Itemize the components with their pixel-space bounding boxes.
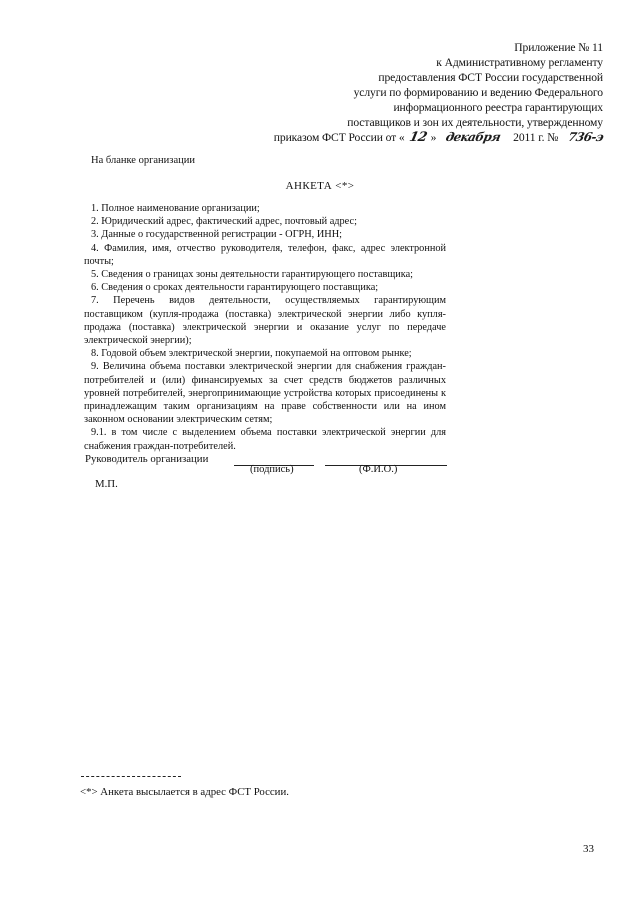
list-item: 8. Годовой объем электрической энергии, покупаемой на оптовом рынке; <box>91 348 412 360</box>
footnote: <*> Анкета высылается в адрес ФСТ России. <box>80 786 289 798</box>
questionnaire-items <box>84 202 446 453</box>
order-day-handwritten: 12 <box>407 130 428 145</box>
name-caption: (Ф.И.О.) <box>359 464 398 475</box>
order-number-handwritten: 736-э <box>566 130 605 144</box>
appendix-line: к Административному регламенту <box>436 56 603 69</box>
list-item: 5. Сведения о границах зоны деятельности гарантирующего поставщика; <box>91 269 414 281</box>
letterhead-note: На бланке организации <box>91 155 195 166</box>
appendix-header <box>274 40 603 145</box>
appendix-line: предоставления ФСТ России государственной <box>378 71 603 84</box>
signatory-label: Руководитель организации <box>85 453 209 465</box>
order-prefix: приказом ФСТ России от « <box>273 131 405 144</box>
order-reference <box>274 130 603 145</box>
form-title: АНКЕТА <*> <box>285 180 355 192</box>
order-year: 2011 г. № <box>510 131 561 144</box>
appendix-line: информационного реестра гарантирующих <box>393 101 603 114</box>
order-quote-close: » <box>430 131 437 144</box>
list-item: 9.1. в том числе с выделением объема поставки электрической энергии для снабжения граждан-потребителей. <box>84 427 446 452</box>
appendix-line: Приложение № 11 <box>514 41 603 54</box>
signature-caption: (подпись) <box>250 464 294 475</box>
seal-placeholder: М.П. <box>95 478 118 490</box>
list-item: 7. Перечень видов деятельности, осуществляемых гарантирующим поставщиком (купля-продажа (поставка) электрической энергии либо купля-продажа (поставка) электрической энергии и оказание услуг по передаче электрической энергии); <box>84 295 446 347</box>
list-item: 9. Величина объема поставки электрической энергии для снабжения граждан-потребителей и (или) финансируемых за счет средств бюджетов различных уровней потребителей, энергопринимающие устройства которых присоединены к принадлежащим таким организациям на праве собственности или на ином законном основании электрическим сетям; <box>84 361 446 426</box>
list-item: 3. Данные о государственной регистрации - ОГРН, ИНН; <box>91 229 343 241</box>
footnote-divider <box>81 776 181 777</box>
order-month-handwritten: декабря <box>444 130 503 144</box>
list-item: 4. Фамилия, имя, отчество руководителя, телефон, факс, адрес электронной почты; <box>84 242 446 267</box>
list-item: 6. Сведения о сроках деятельности гарантирующего поставщика; <box>91 282 379 294</box>
list-item: 1. Полное наименование организации; <box>91 203 260 214</box>
appendix-line: услуги по формированию и ведению Федерального <box>353 86 603 99</box>
page-number: 33 <box>583 843 594 855</box>
appendix-line: поставщиков и зон их деятельности, утвержденному <box>347 116 603 129</box>
list-item: 2. Юридический адрес, фактический адрес, почтовый адрес; <box>91 216 357 228</box>
